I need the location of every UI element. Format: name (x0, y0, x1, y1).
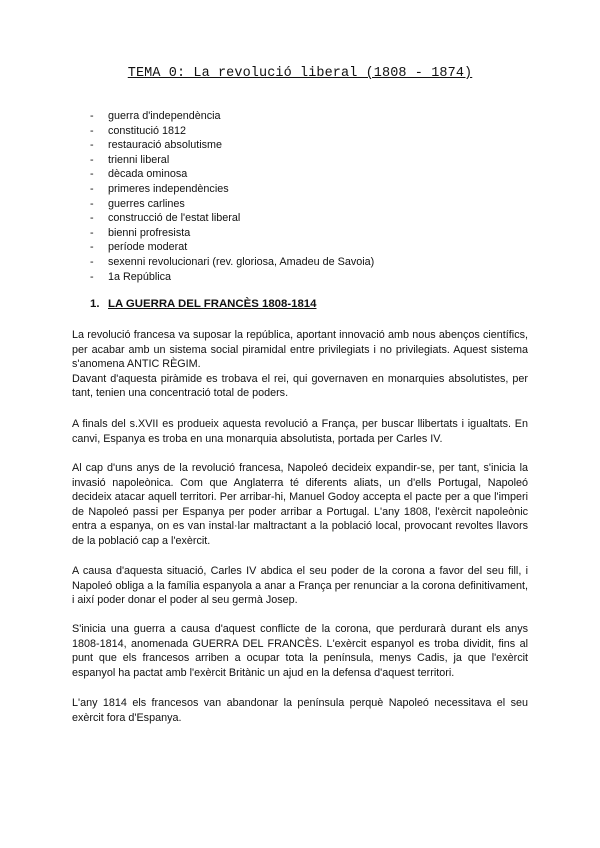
paragraph: L'any 1814 els francesos van abandonar la península perquè Napoleó necessitava el seu exèrcit fora d'Espanya. (72, 697, 528, 724)
list-item-text: primeres independències (108, 182, 229, 195)
body-block-6 (72, 696, 528, 725)
body-block-2 (72, 417, 528, 446)
list-item-text: guerra d'independència (108, 110, 221, 122)
body-block-5 (72, 622, 528, 680)
list-item-text: construcció de l'estat liberal (108, 212, 241, 225)
section-number: 1. (90, 298, 100, 310)
list-item (90, 182, 374, 197)
list-item (90, 124, 374, 139)
topic-list (90, 109, 374, 284)
list-item-text: sexenni revolucionari (rev. gloriosa, Amadeu de Savoia) (108, 255, 375, 268)
bullet-dash: - (90, 212, 94, 225)
body-block-4 (72, 564, 528, 608)
list-item (90, 197, 374, 212)
section-heading-text: LA GUERRA DEL FRANCÈS 1808-1814 (108, 298, 317, 310)
list-item-text: trienni liberal (108, 153, 170, 166)
bullet-dash: - (90, 255, 94, 268)
list-item (90, 138, 374, 153)
list-item (90, 109, 374, 124)
bullet-dash: - (90, 241, 94, 254)
list-item (90, 226, 374, 241)
document-title: TEMA 0: La revolució liberal (1808 - 1874) (127, 66, 473, 81)
body-block-3 (72, 461, 528, 549)
list-item-text: període moderat (108, 241, 188, 254)
bullet-dash: - (90, 197, 94, 210)
paragraph: Davant d'aquesta piràmide es trobava el rei, qui governaven en monarquies absolutistes, per tant, tenien una concentració total de poders. (72, 372, 528, 400)
list-item (90, 153, 374, 168)
bullet-dash: - (90, 153, 94, 166)
list-item-text: restauració absolutisme (108, 139, 223, 152)
list-item-text: guerres carlines (108, 197, 185, 210)
section-heading (90, 298, 316, 310)
paragraph: A finals del s.XVII es produeix aquesta revolució a França, per buscar llibertats i igualtats. En canvi, Espanya es troba en una monarquia absolutista, portada per Carles IV. (72, 418, 528, 445)
list-item-text: constitució 1812 (108, 124, 187, 137)
bullet-dash: - (90, 270, 94, 283)
body-block-1 (72, 328, 528, 401)
bullet-dash: - (90, 110, 94, 122)
list-item-text: 1a República (108, 270, 172, 283)
list-item (90, 270, 374, 285)
paragraph: Al cap d'uns anys de la revolució francesa, Napoleó decideix expandir-se, per tant, s'inicia la invasió napoleònica. Com que Anglaterra té diferents aliats, un d'ells Portugal, Napoleó decideix atacar aquell territori. Per arribar-hi, Manuel Godoy accepta el pacte per a que l'imperi de Napoleó passi per Espanya per poder arribar a Portugal. L'any 1808, l'exèrcit napoleònic entra a espanya, on es van instal·lar maltractant a la població local, provocant revoltes llavors de la població cap a l'exèrcit. (72, 462, 528, 547)
list-item (90, 240, 374, 255)
list-item (90, 167, 374, 182)
paragraph: A causa d'aquesta situació, Carles IV abdica el seu poder de la corona a favor del seu fill, i Napoleó obliga a la família espanyola a anar a França per renunciar a la corona definitivament, i així poder donar el poder al seu germà Josep. (72, 565, 528, 607)
bullet-dash: - (90, 182, 94, 195)
list-item-text: dècada ominosa (108, 168, 188, 181)
bullet-dash: - (90, 168, 94, 181)
bullet-dash: - (90, 226, 94, 239)
list-item (90, 255, 374, 270)
bullet-dash: - (90, 139, 94, 152)
list-item (90, 211, 374, 226)
paragraph: S'inicia una guerra a causa d'aquest conflicte de la corona, que perdurarà durant els anys 1808-1814, anomenada GUERRA DEL FRANCÈS. L'exèrcit espanyol es troba dividit, fins al punt que els francesos arriben a ocupar tota la península, menys Cadis, ja que l'exèrcit espanyol ha pactat amb l'exèrcit Britànic un ajud en la defensa d'aquest territori. (72, 623, 528, 679)
list-item-text: bienni profresista (108, 226, 191, 239)
bullet-dash: - (90, 124, 94, 137)
paragraph: La revolució francesa va suposar la república, aportant innovació amb nous abenços científics, per acabar amb un sistema social piramidal entre privilegiats i no privilegiats. Aquest sistema s'anomena ANTIC RÈGIM. (72, 329, 528, 371)
